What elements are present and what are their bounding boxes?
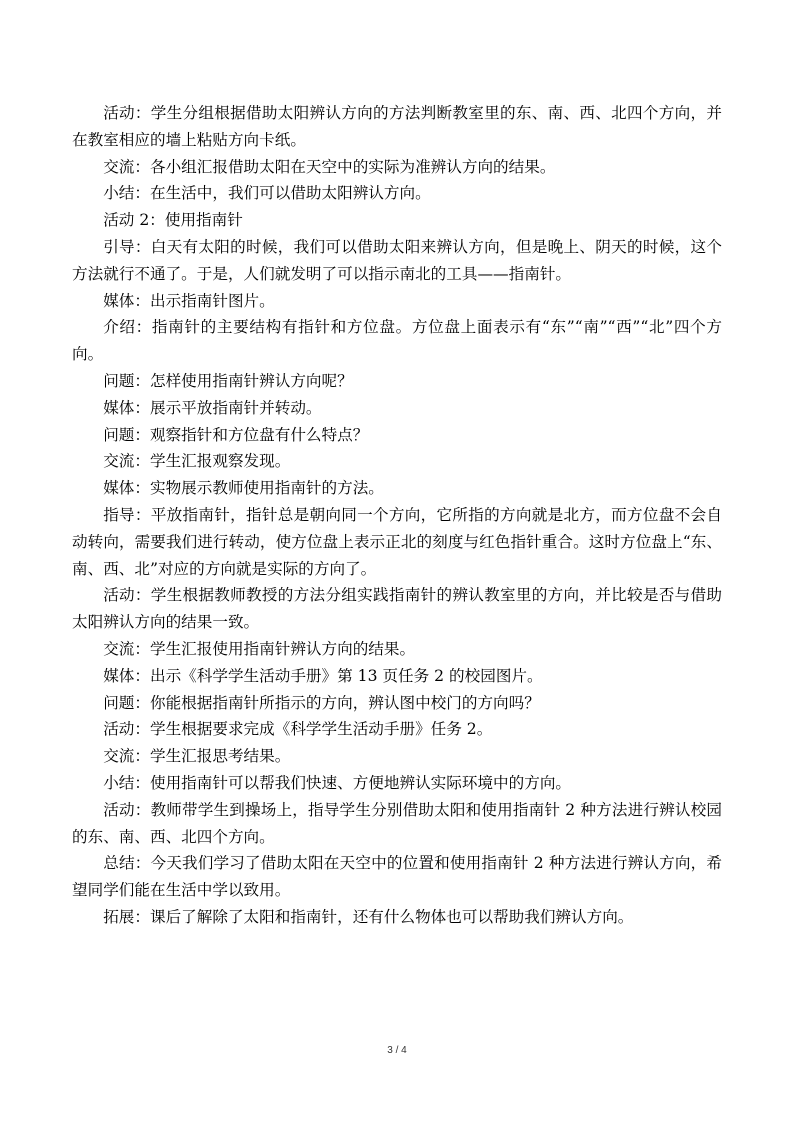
paragraph: 活动：学生根据教师教授的方法分组实践指南针的辨认教室里的方向，并比较是否与借助太阳辨认方向的结果一致。	[72, 586, 722, 632]
paragraph: 媒体：出示指南针图片。	[103, 291, 275, 310]
paragraph: 活动：学生分组根据借助太阳辨认方向的方法判断教室里的东、南、西、北四个方向，并在教室相应的墙上粘贴方向卡纸。	[72, 104, 722, 149]
page-number: 3 / 4	[387, 1045, 407, 1056]
paragraph: 引导：白天有太阳的时候，我们可以借助太阳来辨认方向，但是晚上、阴天的时候，这个方法就行不通了。于是，人们就发明了可以指示南北的工具——指南针。	[72, 237, 722, 283]
paragraph: 媒体：出示《科学学生活动手册》第 13 页任务 2 的校园图片。	[103, 666, 543, 685]
paragraph: 指导：平放指南针，指针总是朝向同一个方向，它所指的方向就是北方，而方位盘不会自动转向，需要我们进行转动，使方位盘上表示正北的刻度与红色指针重合。这时方位盘上“东、南、西、北”对应的方向就是实际的方向了。	[72, 505, 722, 578]
paragraph: 问题：怎样使用指南针辨认方向呢？	[103, 371, 353, 390]
paragraph: 交流：学生汇报思考结果。	[103, 747, 291, 766]
paragraph: 媒体：实物展示教师使用指南针的方法。	[103, 479, 384, 498]
paragraph: 交流：各小组汇报借助太阳在天空中的实际为准辨认方向的结果。	[103, 157, 556, 176]
paragraph: 问题：你能根据指南针所指示的方向，辨认图中校门的方向吗？	[103, 693, 540, 712]
document-body	[72, 100, 722, 931]
section-heading: 活动 2：使用指南针	[103, 211, 243, 230]
paragraph: 介绍：指南针的主要结构有指针和方位盘。方位盘上面表示有“东”“南”“西”“北”四个方向。	[72, 318, 722, 364]
paragraph: 活动：教师带学生到操场上，指导学生分别借助太阳和使用指南针 2 种方法进行辨认校园的东、南、西、北四个方向。	[72, 800, 722, 846]
paragraph: 交流：学生汇报观察发现。	[103, 452, 291, 471]
paragraph: 小结：在生活中，我们可以借助太阳辨认方向。	[103, 184, 431, 203]
paragraph: 活动：学生根据要求完成《科学学生活动手册》任务 2。	[103, 720, 493, 739]
paragraph: 交流：学生汇报使用指南针辨认方向的结果。	[103, 639, 416, 658]
paragraph: 拓展：课后了解除了太阳和指南针，还有什么物体也可以帮助我们辨认方向。	[103, 907, 634, 926]
paragraph: 媒体：展示平放指南针并转动。	[103, 398, 322, 417]
paragraph: 问题：观察指针和方位盘有什么特点？	[103, 425, 369, 444]
paragraph: 总结：今天我们学习了借助太阳在天空中的位置和使用指南针 2 种方法进行辨认方向，希望同学们能在生活中学以致用。	[72, 854, 722, 900]
paragraph: 小结：使用指南针可以帮我们快速、方便地辨认实际环境中的方向。	[103, 773, 572, 792]
